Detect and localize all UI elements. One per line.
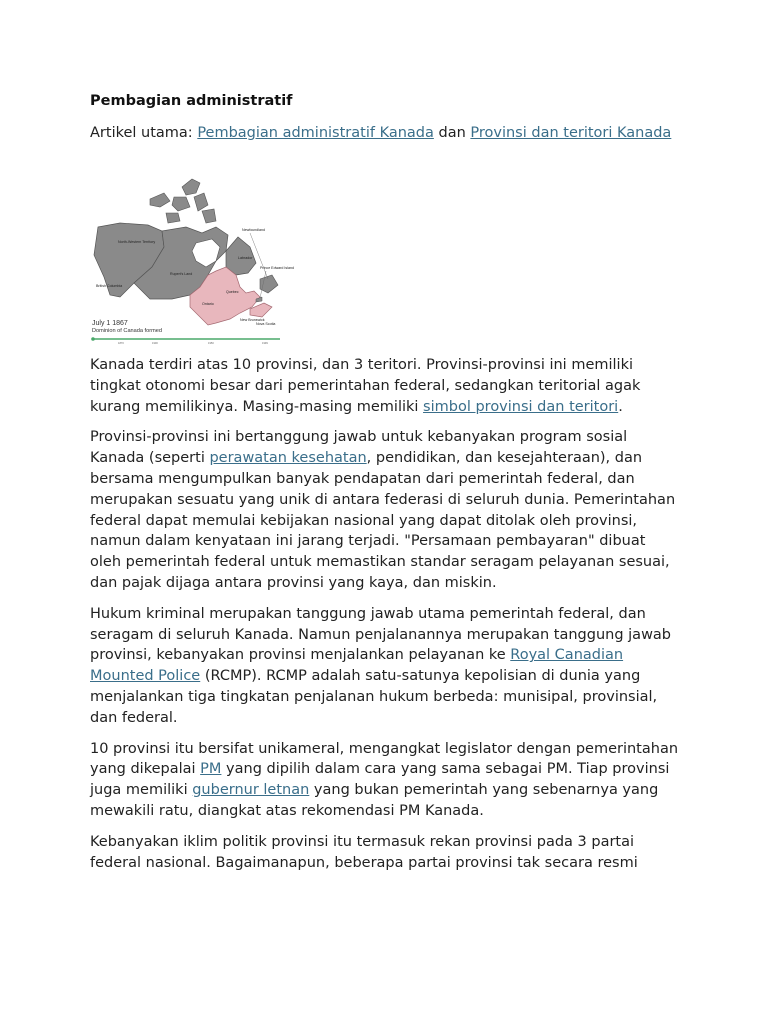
link-provinsi-dan-teritori-kanada[interactable]: Provinsi dan teritori Kanada	[470, 125, 672, 141]
arctic-island-5	[202, 209, 216, 223]
label-newfoundland: Newfoundland	[242, 228, 265, 232]
label-north-western-territory: North-Western Territory	[118, 240, 156, 244]
link-perawatan-kesehatan[interactable]: perawatan kesehatan	[209, 450, 367, 467]
arctic-island-6	[166, 213, 180, 223]
paragraph-5: Kebanyakan iklim politik provinsi itu termasuk rekan provinsi pada 3 partai federal nasional. Bagaimanapun, beberapa partai provinsi tak secara resmi	[90, 833, 638, 871]
arctic-islands	[150, 179, 216, 223]
label-ontario: Ontario	[202, 302, 214, 306]
label-new-brunswick: New Brunswick	[240, 318, 265, 322]
arctic-island-1	[182, 179, 200, 195]
link-pembagian-administratif-kanada[interactable]: Pembagian administratif Kanada	[197, 125, 434, 141]
label-labrador: Labrador	[238, 256, 253, 260]
timeline-tick-4: 1999	[262, 342, 268, 345]
arctic-island-3	[172, 197, 190, 211]
main-article-prefix: Artikel utama:	[90, 125, 198, 141]
paragraph-2: Provinsi-provinsi ini bertanggung jawab untuk kebanyakan program sosial Kanada (seperti perawatan kesehatan, pendidikan, dan kesejahteraan), dan bersama mengumpulkan banyak pendapatan dari pemerintah federal, dan merupakan sesuatu yang unik di antara federasi di seluruh dunia. Pemerintahan federal dapat memulai kebijakan nasional yang dapat ditolak oleh provinsi, namun dalam kenyataan ini jarang terjadi. "Persamaan pembayaran" dibuat oleh pemerintah federal untuk memastikan standar seragam pelayanan sesuai, dan pajak dijaga antara provinsi yang kaya, dan miskin.	[90, 429, 676, 591]
map-caption-date: July 1 1867	[92, 320, 128, 327]
timeline-tick-1: 1870	[118, 342, 124, 345]
arctic-island-4	[194, 193, 208, 211]
main-article-note	[90, 123, 680, 144]
article-body	[90, 355, 680, 883]
label-nova-scotia: Nova Scotia	[256, 322, 276, 326]
label-ruperts-land: Rupert's Land	[170, 272, 193, 276]
link-pm[interactable]: PM	[200, 761, 222, 778]
label-quebec: Quebec	[226, 290, 239, 294]
main-article-conjunction: dan	[433, 125, 471, 141]
timeline-tick-3: 1950	[208, 342, 214, 345]
timeline-tick-2: 1900	[152, 342, 158, 345]
link-royal-canadian-mounted-police[interactable]: Royal Canadian Mounted Police	[90, 647, 624, 685]
newfoundland-region	[260, 275, 278, 293]
section-heading: Pembagian administratif	[90, 93, 293, 109]
paragraph-1: Kanada terdiri atas 10 provinsi, dan 3 teritori. Provinsi-provinsi ini memiliki tingkat otonomi besar dari pemerintahan federal, sedangkan teritorial agak kurang memilikinya. Masing-masing memiliki simbol provinsi dan teritori.	[90, 357, 641, 415]
link-gubernur-letnan[interactable]: gubernur letnan	[192, 782, 310, 799]
arctic-island-2	[150, 193, 170, 207]
timeline-handle[interactable]	[91, 337, 95, 341]
label-bc: British Columbia	[96, 284, 123, 288]
paragraph-4: 10 provinsi itu bersifat unikameral, mengangkat legislator dengan pemerintahan yang dikepalai PM yang dipilih dalam cara yang sama sebagai PM. Tiap provinsi juga memiliki gubernur letnan yang bukan pemerintah yang sebenarnya yang mewakili ratu, diangkat atas rekomendasi PM Kanada.	[90, 740, 679, 819]
label-pei: Prince Edward Island	[260, 266, 294, 270]
link-simbol-provinsi-dan-teritori[interactable]: simbol provinsi dan teritori	[423, 398, 619, 415]
map-caption-text: Dominion of Canada formed	[92, 328, 162, 334]
canada-map-figure[interactable]	[90, 175, 294, 347]
paragraph-3: Hukum kriminal merupakan tanggung jawab utama pemerintah federal, dan seragam di seluruh Kanada. Namun penjalanannya merupakan tanggung jawab provinsi, kebanyakan provinsi menjalankan pelayanan ke Royal Canadian Mounted Police (RCMP). RCMP adalah satu-satunya kepolisian di dunia yang menjalankan tiga tingkatan penjalanan hukum berbeda: munisipal, provinsial, dan federal.	[90, 605, 672, 726]
